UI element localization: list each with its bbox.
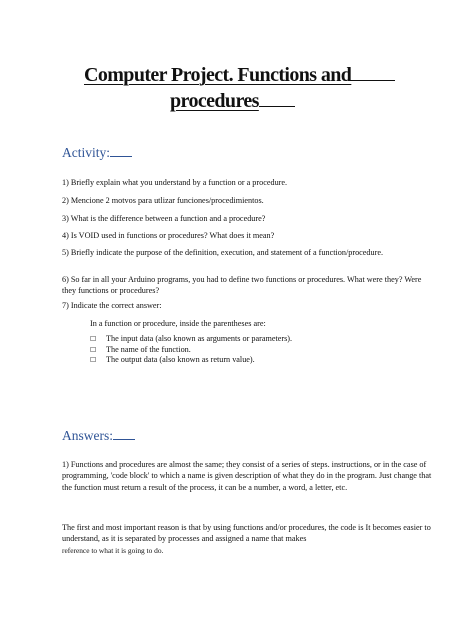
document-title	[84, 62, 404, 114]
question-7-prompt: In a function or procedure, inside the parentheses are:	[90, 319, 266, 328]
option-label: The output data (also known as return value).	[106, 355, 255, 365]
option-label: The name of the function.	[106, 344, 191, 354]
title-line-1: Computer Project. Functions and	[84, 64, 352, 86]
answer-paragraph-1: 1) Functions and procedures are almost the same; they consist of a series of steps. instructions, or in the case of programming, 'code block' to which a name is given description of what they do in the program. Just change that the function must return a result of the process, it can be a number, a word, a letter, etc.	[62, 460, 432, 492]
question-7: 7) Indicate the correct answer:	[62, 301, 162, 310]
option-label: The input data (also known as arguments or parameters).	[106, 334, 293, 343]
checkbox-icon[interactable]: ☐	[90, 345, 97, 354]
option-row[interactable]	[90, 334, 390, 345]
question-6: 6) So far in all your Arduino programs, you had to define two functions or procedures. What were they? Were they functions or procedures?	[62, 275, 422, 296]
option-row[interactable]	[90, 355, 390, 366]
option-row[interactable]	[90, 345, 390, 356]
question-4: 4) Is VOID used in functions or procedures? What does it mean?	[62, 231, 275, 240]
question-2: 2) Mencione 2 motvos para utlizar funciones/procedimientos.	[62, 196, 264, 205]
checkbox-icon[interactable]: ☐	[90, 335, 97, 343]
question-3: 3) What is the difference between a function and a procedure?	[62, 214, 266, 223]
title-line-2: procedures	[170, 90, 259, 112]
answers-heading: Answers:	[62, 427, 135, 444]
answer-options	[90, 334, 390, 366]
answer-paragraph-2: The first and most important reason is that by using functions and/or procedures, the code is It becomes easier to understand, as it is separated by processes and assigned a name that makes reference to what it is going to do.	[62, 523, 431, 555]
question-5: 5) Briefly indicate the purpose of the definition, execution, and statement of a function/procedure.	[62, 248, 384, 257]
checkbox-icon[interactable]: ☐	[90, 356, 97, 365]
question-1: 1) Briefly explain what you understand by a function or a procedure.	[62, 178, 288, 187]
activity-heading: Activity:	[62, 144, 132, 161]
